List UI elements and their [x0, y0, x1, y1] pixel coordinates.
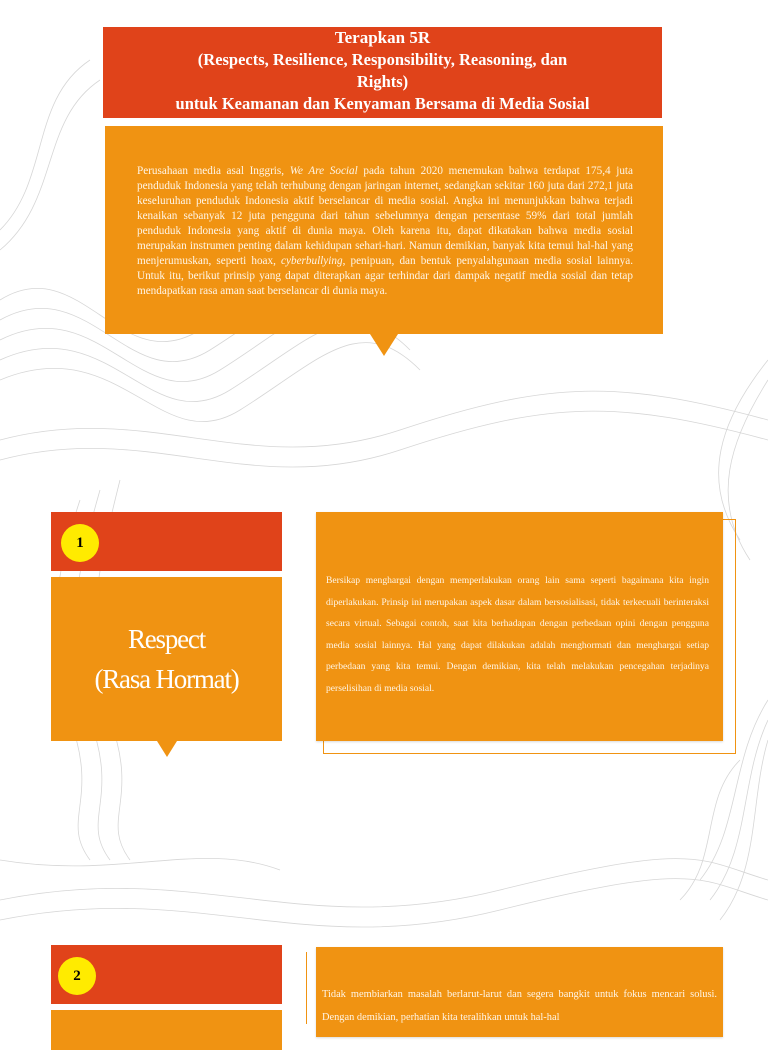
intro-italic-we-are-social: We Are Social — [289, 165, 358, 177]
section-1-title: Respect — [127, 624, 206, 654]
section-1-description: Bersikap menghargai dengan memperlakukan orang lain sama seperti bagaimana kita ingin diperlakukan. Prinsip ini merupakan aspek dasar dalam bersosialisasi, tidak terkecuali berinteraksi secara virtual. Sebagai contoh, saat kita berhadapan dengan perbedaan opini dengan pengguna media sosial lainnya. Hal yang dapat dilakukan adalah menghormati dan menghargai setiap perbedaan yang kita temui. Dengan demikian, kita telah melakukan pencegahan terjadinya perselisihan di media sosial. — [326, 575, 709, 694]
intro-text-part2: pada tahun 2020 menemukan bahwa terdapat 175,4 juta penduduk Indonesia yang telah terhubung dengan jaringan internet, sedangkan sekitar 160 juta dari 272,1 juta keseluruhan penduduk Indonesia aktif berselancar di media sosial. Angka ini menunjukkan bahwa terjadi kenaikan sebanyak 12 juta pengguna dari tahun sebelumnya dengan persentase 59% dari total jumlah penduduk Indonesia yang aktif di dunia maya. Oleh karena itu, dapat dikatakan bahwa media sosial merupakan instrumen penting dalam kehidupan sehari-hari. Namun demikian, banyak kita temui hal-hal yang menjerumuskan, seperti hoax, — [137, 165, 633, 267]
section-1-subtitle: (Rasa Hormat) — [94, 664, 239, 694]
header-subtitle-line1: (Respects, Resilience, Responsibility, Reasoning, dan — [197, 50, 568, 69]
intro-italic-cyberbullying: cyberbullying — [281, 255, 343, 267]
header-title: Terapkan 5R — [334, 28, 431, 47]
section-1-pointer-triangle — [157, 741, 177, 757]
section-1-description-card — [316, 512, 723, 741]
header-subtitle-line2: Rights) — [356, 72, 409, 91]
section-1-number-badge: 1 — [61, 524, 99, 562]
intro-text-part3: , penipuan, dan bentuk penyalahgunaan media sosial lainnya. Untuk itu, berikut prinsip yang dapat diterapkan agar terhindar dari dampak negatif media sosial dan tetap mendapatkan rasa aman saat berselancar di dunia maya. — [137, 255, 633, 297]
header-subtitle-line3: untuk Keamanan dan Kenyaman Bersama di Media Sosial — [175, 94, 590, 113]
intro-card — [105, 126, 663, 334]
intro-pointer-triangle — [370, 334, 398, 356]
section-2-description: Tidak membiarkan masalah berlarut-larut dan segera bangkit untuk fokus mencari solusi. Dengan demikian, perhatian kita teralihkan untuk hal-hal — [322, 989, 717, 1023]
intro-paragraph — [137, 164, 633, 299]
lower-waves — [0, 858, 768, 927]
section-1-title-card — [51, 577, 282, 741]
section-2-title-card — [51, 1010, 282, 1050]
page-header — [103, 27, 662, 118]
intro-text-part1: Perusahaan media asal Inggris, — [137, 165, 290, 177]
section-2-number-badge: 2 — [58, 957, 96, 995]
section-2-description-outline — [306, 952, 307, 1024]
